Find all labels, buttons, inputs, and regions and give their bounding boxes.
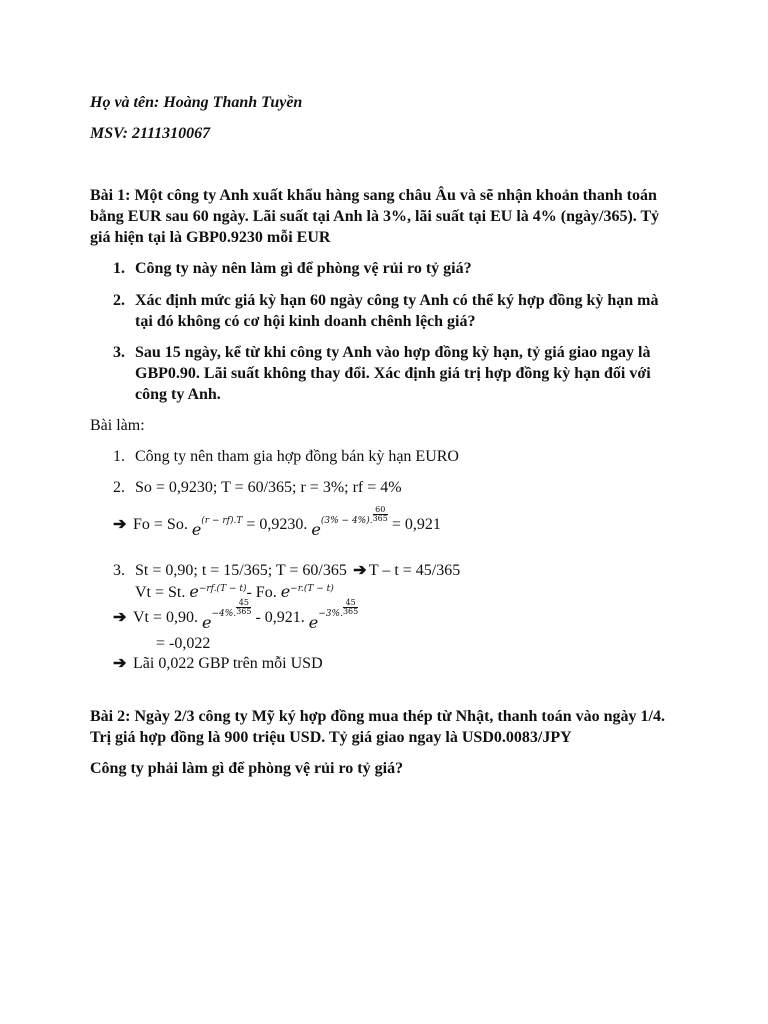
question-text: Công ty này nên làm gì để phòng vệ rủi ro tỷ giá? (135, 260, 472, 277)
bai1-question-2-cont: tại đó không có cơ hội kinh doanh chênh lệch giá? (135, 313, 476, 330)
e-symbol: e (202, 613, 212, 632)
fraction (373, 506, 388, 523)
answer-text-2: T – t = 45/365 (368, 562, 461, 579)
answer-number: 1. (113, 448, 125, 465)
right-arrow-icon: ➔ (113, 655, 127, 672)
e-symbol: e (189, 582, 199, 601)
e-symbol: e (308, 613, 319, 632)
answer-3 (113, 561, 460, 581)
right-arrow-icon: ➔ (113, 516, 127, 533)
bai1-prompt-line1: Bài 1: Một công ty Anh xuất khẩu hàng sang châu Âu và sẽ nhận khoản thanh toán (90, 187, 657, 204)
student-id: MSV: 2111310067 (90, 125, 211, 142)
answer-number: 3. (113, 562, 125, 579)
forward-price-formula (113, 505, 441, 539)
right-arrow-icon: ➔ (353, 562, 367, 579)
bai2-line2: Trị giá hợp đồng là 900 triệu USD. Tỷ giá giao ngay là USD0.0083/JPY (90, 729, 572, 746)
answer-text: Công ty nên tham gia hợp đồng bán kỳ hạn EURO (135, 448, 459, 465)
fo-result: = 0,921 (391, 516, 441, 533)
answer-1 (113, 447, 459, 467)
fraction (343, 599, 358, 616)
fraction-denominator: 365 (372, 514, 388, 523)
exponent: (r − rf).T (201, 516, 243, 526)
bai1-prompt-line3: giá hiện tại là GBP0.9230 mỗi EUR (90, 229, 331, 246)
vt-calc-prefix: Vt = 0,90. (133, 609, 199, 626)
fraction (236, 599, 251, 616)
question-number: 2. (113, 292, 125, 309)
bai1-question-3-cont2: công ty Anh. (135, 386, 221, 403)
vt-calculation (113, 598, 359, 632)
fraction-numerator: 45 (343, 599, 358, 608)
fo-prefix: Fo = So. (133, 516, 188, 533)
solution-heading: Bài làm: (90, 417, 145, 434)
exponent: (3% − 4%). (320, 516, 373, 526)
bai2-line1: Bài 2: Ngày 2/3 công ty Mỹ ký hợp đồng mua thép từ Nhật, thanh toán vào ngày 1/4. (90, 708, 665, 725)
vt-formula (135, 582, 334, 605)
vt-calc-mid: - 0,921. (255, 609, 305, 626)
fraction-numerator: 60 (373, 506, 388, 515)
bai1-question-3-cont1: GBP0.90. Lãi suất không thay đổi. Xác định giá trị hợp đồng kỳ hạn đối với (135, 365, 651, 382)
exponent: −rf.(T − t) (198, 584, 247, 594)
question-number: 1. (113, 260, 125, 277)
question-text: Xác định mức giá kỳ hạn 60 ngày công ty Anh có thể ký hợp đồng kỳ hạn mà (135, 292, 659, 309)
student-name: Họ và tên: Hoàng Thanh Tuyền (90, 94, 303, 111)
e-symbol: e (191, 520, 202, 539)
conclusion-text: Lãi 0,022 GBP trên mỗi USD (133, 655, 323, 672)
bai1-question-1 (113, 259, 472, 279)
answer-number: 2. (113, 479, 125, 496)
fraction-denominator: 365 (342, 607, 359, 616)
exponent: −3%. (318, 609, 343, 619)
e-symbol: e (311, 520, 321, 539)
fo-mid: = 0,9230. (246, 516, 308, 533)
bai1-question-3 (113, 343, 651, 363)
right-arrow-icon: ➔ (113, 609, 127, 626)
question-number: 3. (113, 344, 125, 361)
answer-text: So = 0,9230; T = 60/365; r = 3%; rf = 4% (135, 479, 402, 496)
exponent: −4%. (211, 609, 237, 619)
vt-result: = -0,022 (156, 635, 211, 652)
answer-text: St = 0,90; t = 15/365; T = 60/365 (135, 562, 347, 579)
bai2-question: Công ty phải làm gì để phòng vệ rủi ro tỷ giá? (90, 760, 404, 777)
bai1-prompt-line2: bằng EUR sau 60 ngày. Lãi suất tại Anh là 3%, lãi suất tại EU là 4% (ngày/365). Tỷ (90, 208, 660, 225)
conclusion (113, 654, 323, 674)
fraction-denominator: 365 (236, 607, 252, 616)
bai1-question-2 (113, 291, 658, 311)
answer-2 (113, 478, 402, 498)
fraction-numerator: 45 (236, 599, 251, 608)
vt-formula-mid: - Fo. (246, 584, 277, 601)
e-symbol: e (280, 582, 291, 601)
exponent: −r.(T − t) (290, 584, 334, 594)
question-text: Sau 15 ngày, kể từ khi công ty Anh vào hợp đồng kỳ hạn, tỷ giá giao ngay là (135, 344, 651, 361)
vt-formula-prefix: Vt = St. (135, 584, 186, 601)
